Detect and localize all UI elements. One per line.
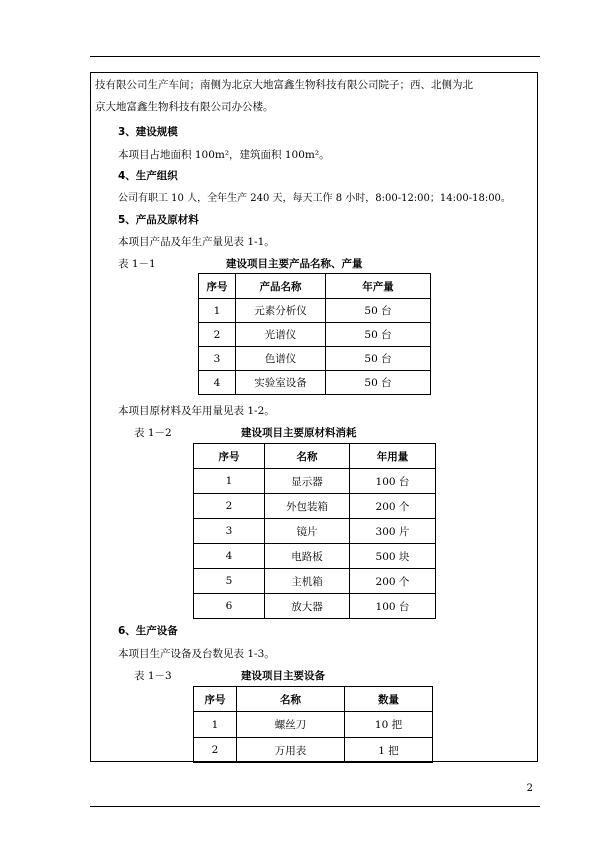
table-row (199, 371, 431, 395)
intro-line-2: 京大地富鑫生物科技有限公司办公楼。 (95, 101, 274, 113)
table-cell: 元素分析仪 (236, 299, 326, 323)
table-cell: 200 个 (350, 494, 436, 519)
table-row (194, 738, 433, 763)
table-cell: 10 把 (345, 712, 433, 738)
table-cell: 电路板 (265, 544, 350, 569)
table-row (194, 544, 436, 569)
table-cell: 放大器 (265, 594, 350, 619)
table-cell: 4 (194, 544, 265, 569)
table-cell: 1 (194, 469, 265, 494)
table-cell: 1 (199, 299, 236, 323)
table-row (199, 323, 431, 347)
table2-header-seq: 序号 (194, 444, 265, 469)
table-cell: 50 台 (326, 371, 431, 395)
products-intro: 本项目产品及年生产量见表 1-1。 (118, 236, 275, 248)
table3-header-qty: 数量 (345, 687, 433, 712)
table3-header-name: 名称 (237, 687, 345, 712)
table-cell: 300 片 (350, 519, 436, 544)
table3-header-seq: 序号 (194, 687, 237, 712)
heading-scale: 3、建设规模 (118, 126, 178, 138)
table-equipment (193, 686, 433, 763)
table-row (194, 519, 436, 544)
table-cell: 6 (194, 594, 265, 619)
table2-header-name: 名称 (265, 444, 350, 469)
table-row (194, 494, 436, 519)
table2-label: 表 1－2 (134, 427, 172, 439)
equipment-intro: 本项目生产设备及台数见表 1-3。 (118, 648, 275, 660)
table-cell: 3 (194, 519, 265, 544)
table-cell: 50 台 (326, 323, 431, 347)
table-cell: 主机箱 (265, 569, 350, 594)
table-cell: 镜片 (265, 519, 350, 544)
table-cell: 万用表 (237, 738, 345, 763)
table-cell: 100 台 (350, 594, 436, 619)
table-cell: 50 台 (326, 299, 431, 323)
table2-title: 建设项目主要原材料消耗 (241, 427, 357, 439)
intro-line-1: 技有限公司生产车间；南侧为北京大地富鑫生物科技有限公司院子；西、北侧为北 (95, 79, 473, 91)
table1-header-name: 产品名称 (236, 274, 326, 299)
table-row (194, 569, 436, 594)
table-cell: 外包装箱 (265, 494, 350, 519)
table-cell: 100 台 (350, 469, 436, 494)
table-cell: 2 (194, 494, 265, 519)
table-row (194, 469, 436, 494)
table-cell: 2 (194, 738, 237, 763)
heading-equipment: 6、生产设备 (118, 625, 178, 637)
table1-title: 建设项目主要产品名称、产量 (226, 258, 363, 270)
materials-intro: 本项目原材料及年用量见表 1-2。 (118, 405, 275, 417)
heading-products: 5、产品及原材料 (118, 214, 199, 226)
table3-title: 建设项目主要设备 (241, 670, 325, 682)
table-cell: 光谱仪 (236, 323, 326, 347)
table3-label: 表 1－3 (134, 670, 172, 682)
table-cell: 200 个 (350, 569, 436, 594)
table-cell: 5 (194, 569, 265, 594)
table1-header-seq: 序号 (199, 274, 236, 299)
table-cell: 螺丝刀 (237, 712, 345, 738)
table-cell: 色谱仪 (236, 347, 326, 371)
table-cell: 1 把 (345, 738, 433, 763)
table1-header-output: 年产量 (326, 274, 431, 299)
scale-text: 本项目占地面积 100m²，建筑面积 100m²。 (118, 149, 330, 161)
table-cell: 4 (199, 371, 236, 395)
table-cell: 实验室设备 (236, 371, 326, 395)
heading-organization: 4、生产组织 (118, 170, 178, 182)
table-row (194, 712, 433, 738)
footer-rule (90, 806, 540, 807)
table-row (199, 347, 431, 371)
table-row (194, 594, 436, 619)
table-cell: 显示器 (265, 469, 350, 494)
table-cell: 1 (194, 712, 237, 738)
table-cell: 500 块 (350, 544, 436, 569)
header-rule (90, 56, 540, 57)
table2-header-usage: 年用量 (350, 444, 436, 469)
table-products (198, 273, 431, 395)
organization-text: 公司有职工 10 人，全年生产 240 天，每天工作 8 小时，8:00-12:00；14:00-18:00。 (118, 193, 511, 204)
table-materials (193, 443, 436, 619)
table1-label: 表 1－1 (118, 258, 156, 270)
table-cell: 2 (199, 323, 236, 347)
page-number: 2 (526, 783, 533, 794)
table-row (199, 299, 431, 323)
table-cell: 3 (199, 347, 236, 371)
table-cell: 50 台 (326, 347, 431, 371)
